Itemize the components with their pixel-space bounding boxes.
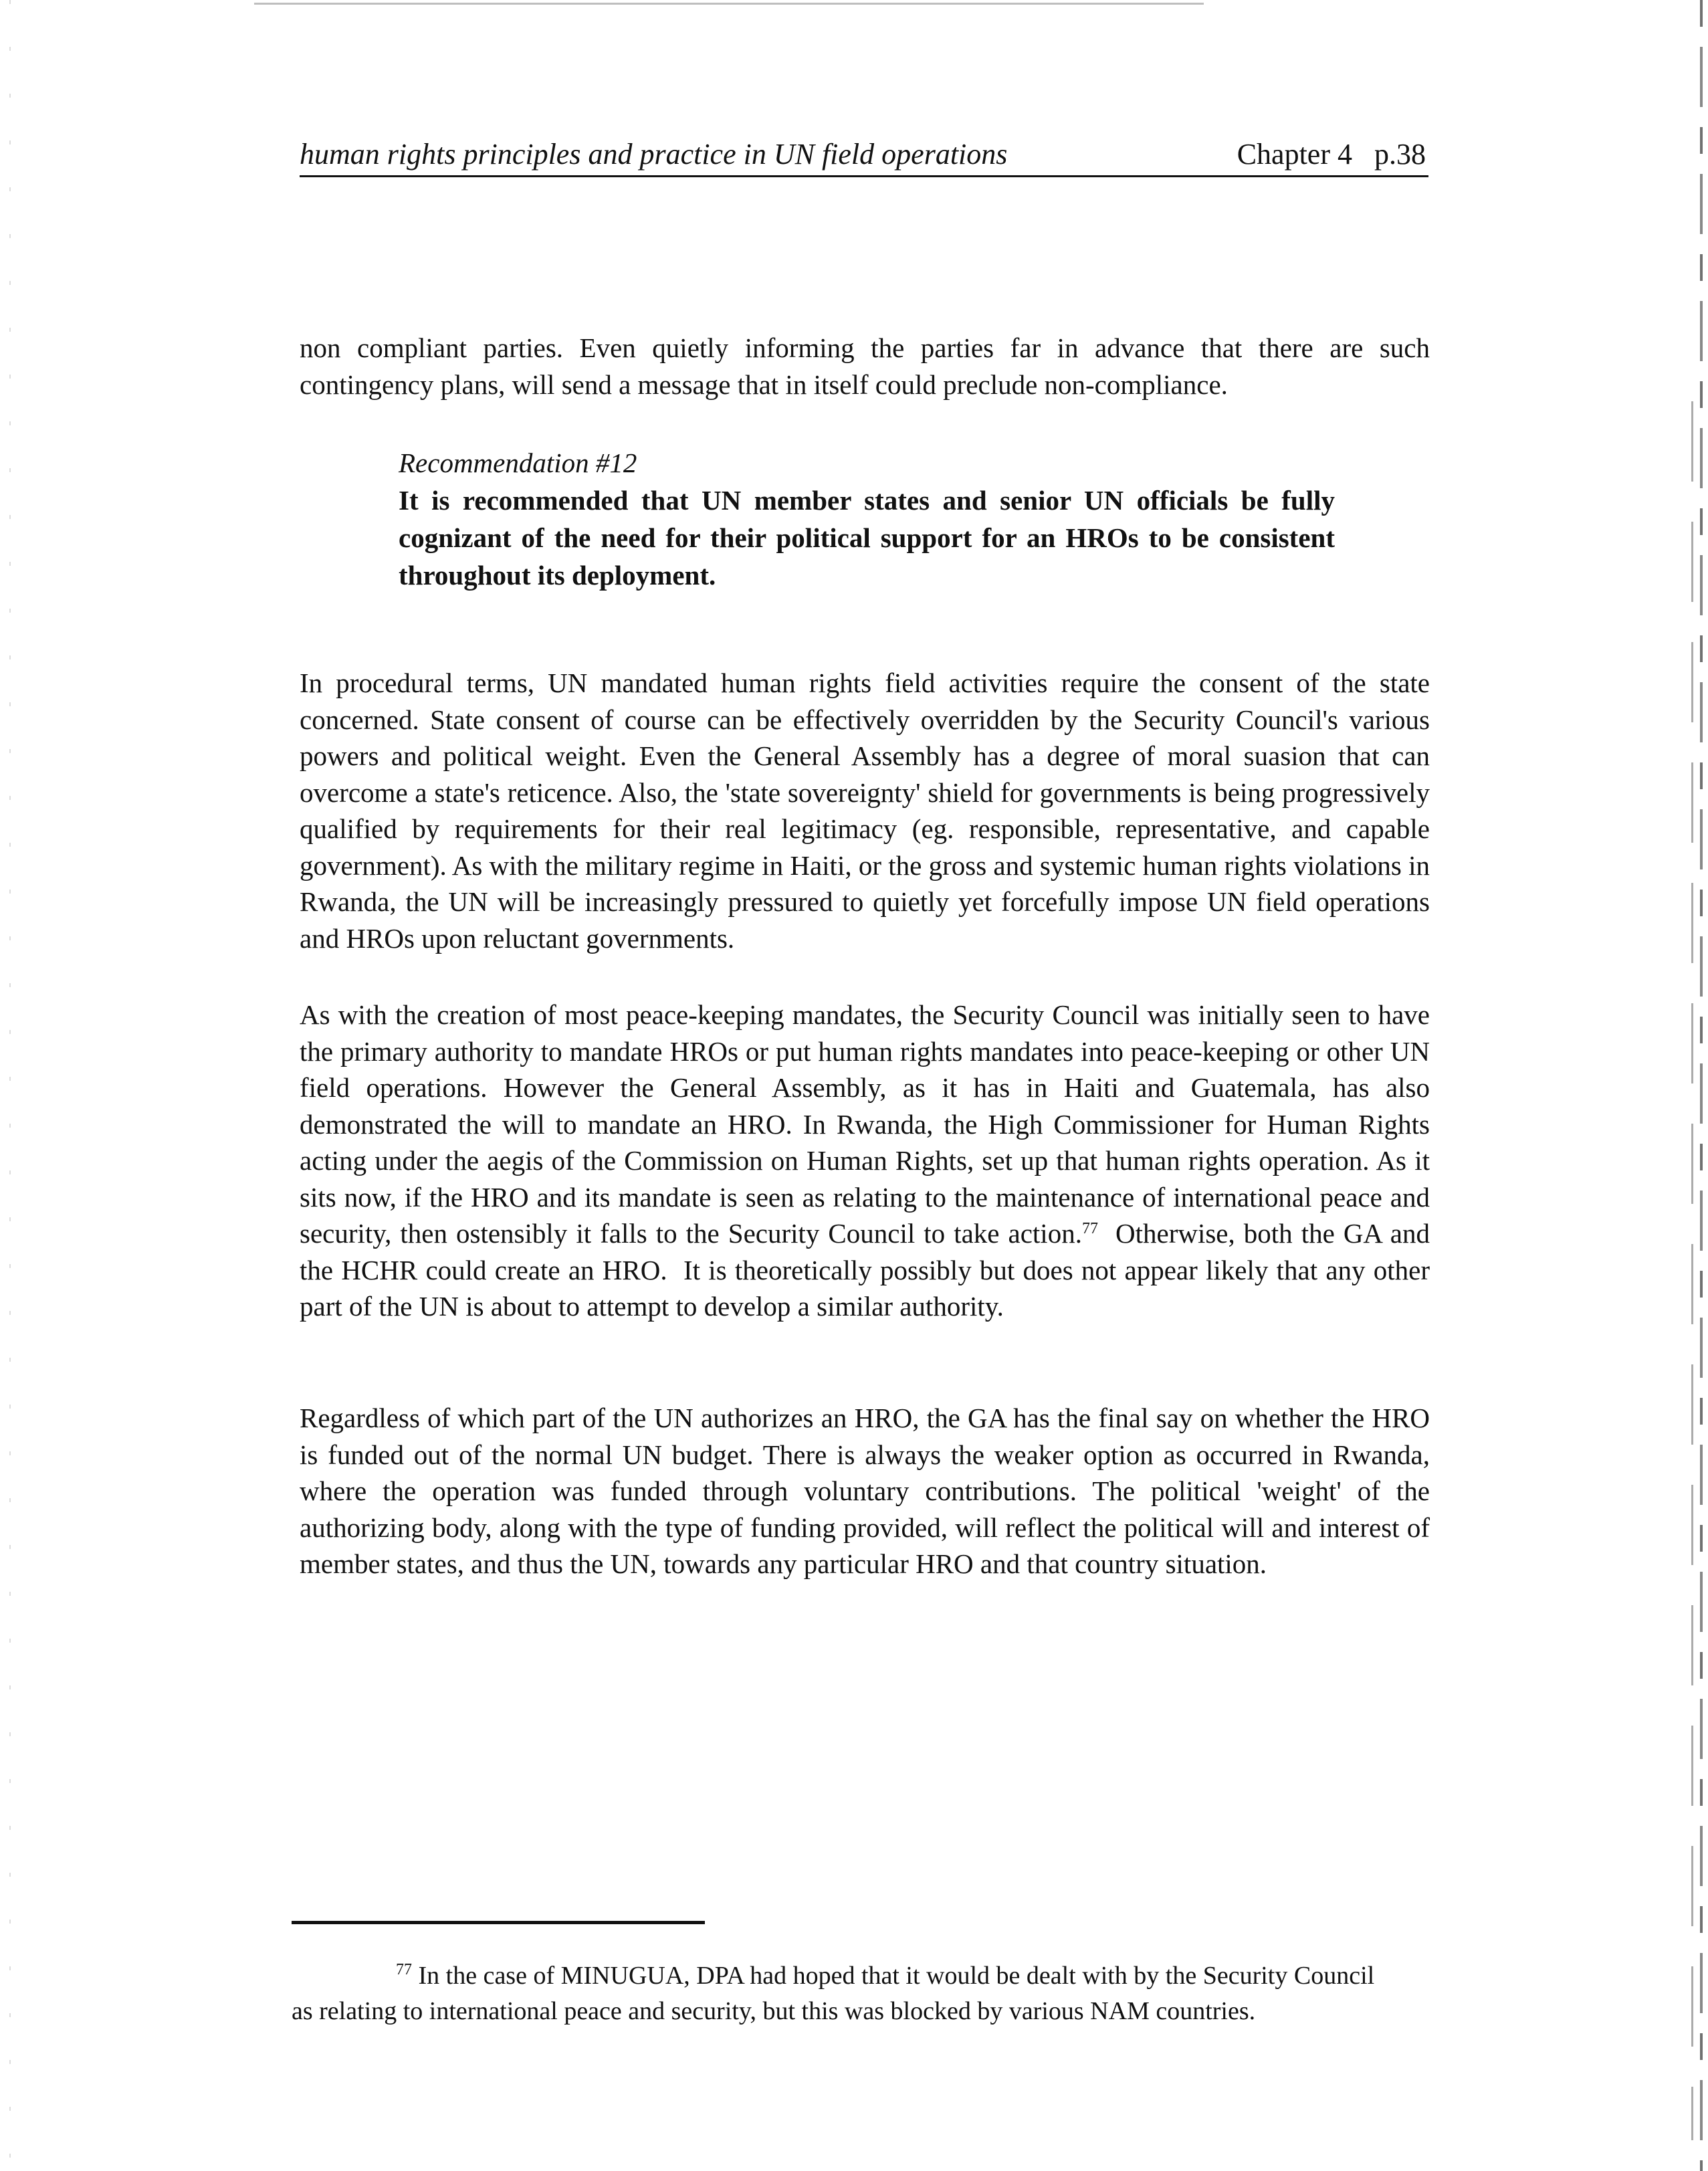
paragraph-mandates-text-cont: Otherwise, both the GA and the HCHR could create an HRO. It is theoretically possibly but does not appear likely that any other part of the UN is about to attempt to develop a similar authority. (300, 1218, 1437, 1322)
paragraph-mandates (300, 997, 1437, 1325)
scan-artifact-right-edge-inner (1691, 401, 1693, 2140)
paragraph-continued: non compliant parties. Even quietly informing the parties far in advance that there are such contingency plans, will send a message that in itself could preclude non-compliance. (300, 332, 1430, 400)
footnote-text: In the case of MINUGUA, DPA had hoped that it would be dealt with by the Security Council as relating to international peace and security, but this was blocked by various NAM countries. (292, 1962, 1375, 2025)
footnote-separator (292, 1921, 705, 1924)
scan-artifact-right-edge (1700, 0, 1703, 2171)
footnote-number: 77 (396, 1961, 412, 1978)
paragraph-procedural-terms: In procedural terms, UN mandated human rights field activities require the consent of the state concerned. State consent of course can be effectively overridden by the Security Council's various powers and political weight. Even the General Assembly has a degree of moral suasion that can overcome a state's reticence. Also, the 'state sovereignty' shield for governments is being progressively qualified by requirements for their real legitimacy (eg. responsible, representative, and capable government). As with the military regime in Haiti, or the gross and systemic human rights violations in Rwanda, the UN will be increasingly pressured to quietly yet forcefully impose UN field operations and HROs upon reluctant governments. (300, 667, 1430, 954)
footnote (292, 1958, 1402, 2029)
scan-artifact-top-line (254, 3, 1204, 5)
header-title: human rights principles and practice in UN field operations (300, 138, 1008, 171)
running-header (300, 131, 1428, 177)
header-chapter-page: Chapter 4 p.38 (1237, 138, 1426, 171)
recommendation-title: Recommendation #12 (399, 447, 637, 478)
paragraph-funding: Regardless of which part of the UN authorizes an HRO, the GA has the final say on whether the HRO is funded out of the normal UN budget. There is always the weaker option as occurred in Rwanda, where the operation was funded through voluntary contributions. The political 'weight' of the authorizing body, along with the type of funding provided, will reflect the political will and interest of member states, and thus the UN, towards any particular HRO and that country situation. (300, 1403, 1430, 1579)
recommendation-text: It is recommended that UN member states and senior UN officials be fully cognizant of the need for their political support for an HROs to be consistent throughout its deployment. (399, 485, 1335, 591)
recommendation-block (399, 444, 1335, 594)
scan-artifact-left-edge (9, 0, 11, 2171)
footnote-reference[interactable]: 77 (1081, 1220, 1098, 1237)
paragraph-mandates-text: As with the creation of most peace-keeping mandates, the Security Council was initially seen to have the primary authority to mandate HROs or put human rights mandates into peace-keeping or other UN field operations. However the General Assembly, as it has in Haiti and Guatemala, has also demonstrated the will to mandate an HRO. In Rwanda, the High Commissioner for Human Rights acting under the aegis of the Commission on Human Rights, set up that human rights operation. As it sits now, if the HRO and its mandate is seen as relating to the maintenance of international peace and security, then ostensibly it falls to the Security Council to take action. (300, 999, 1430, 1249)
